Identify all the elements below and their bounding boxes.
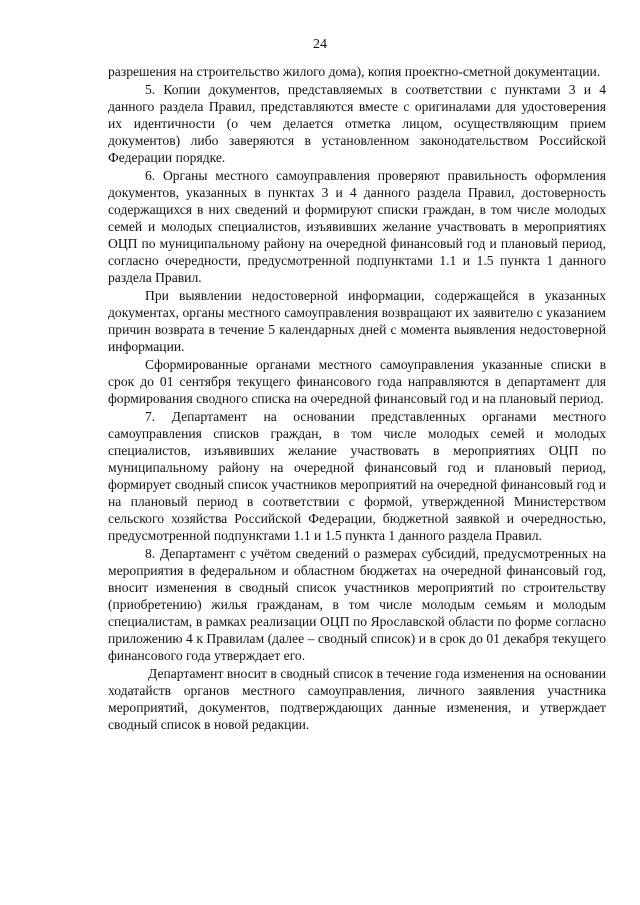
paragraph-item-6: 6. Органы местного самоуправления проверяют правильность оформления документов, указанных в пунктах 3 и 4 данного раздела Правил, достоверность содержащихся в них сведений и формируют списки граждан, в том числе молодых семей и молодых специалистов, изъявивших желание участвовать в мероприятиях ОЦП по муниципальному району на очередной финансовый год и плановый период, согласно очередности, предусмотренной подпунктами 1.1 и 1.5 пункта 1 данного раздела Правил. bbox=[108, 168, 606, 285]
paragraph-continuation: разрешения на строительство жилого дома), копия проектно-сметной документации. bbox=[108, 64, 601, 79]
paragraph-invalid-info: При выявлении недостоверной информации, содержащейся в указанных документах, органы местного самоуправления возвращают их заявителю с указанием причин возврата в течение 5 календарных дней с момента выявления недостоверной информации. bbox=[108, 288, 606, 354]
page-number: 24 bbox=[313, 37, 327, 52]
document-body bbox=[108, 63, 606, 733]
paragraph-item-8: 8. Департамент с учётом сведений о размерах субсидий, предусмотренных на мероприятия в федеральном и областном бюджетах на очередной финансовый год, вносит изменения в сводный список участников мероприятий по строительству (приобретению) жилья гражданам, в том числе молодым семьям и молодым специалистам, в рамках реализации ОЦП по Ярославской области по форме согласно приложению 4 к Правилам (далее – сводный список) и в срок до 01 декабря текущего финансового года утверждает его. bbox=[108, 546, 606, 663]
paragraph-changes: Департамент вносит в сводный список в течение года изменения на основании ходатайств органов местного самоуправления, личного заявления участника мероприятий, документов, подтверждающих данные изменения, и утверждает сводный список в новой редакции. bbox=[108, 666, 606, 732]
paragraph-lists-deadline: Сформированные органами местного самоуправления указанные списки в срок до 01 сентября текущего финансового года направляются в департамент для формирования сводного списка на очередной финансовый год и на плановый период. bbox=[108, 357, 606, 406]
paragraph-item-7: 7. Департамент на основании представленных органами местного самоуправления списков граждан, в том числе молодых семей и молодых специалистов, изъявивших желание участвовать в мероприятиях ОЦП по муниципальному району на очередной финансовый год и плановый период, формирует сводный список участников мероприятий на очередной финансовый год и на плановый период в соответствии с формой, утвержденной Министерством сельского хозяйства Российской Федерации, бюджетной заявкой и очередностью, предусмотренной подпунктами 1.1 и 1.5 пункта 1 данного раздела Правил. bbox=[108, 409, 606, 543]
paragraph-item-5: 5. Копии документов, представляемых в соответствии с пунктами 3 и 4 данного раздела Правил, представляются вместе с оригиналами для удостоверения их идентичности (о чем делается отметка лицом, осуществляющим прием документов) либо заверяются в установленном законодательством Российской Федерации порядке. bbox=[108, 82, 606, 165]
